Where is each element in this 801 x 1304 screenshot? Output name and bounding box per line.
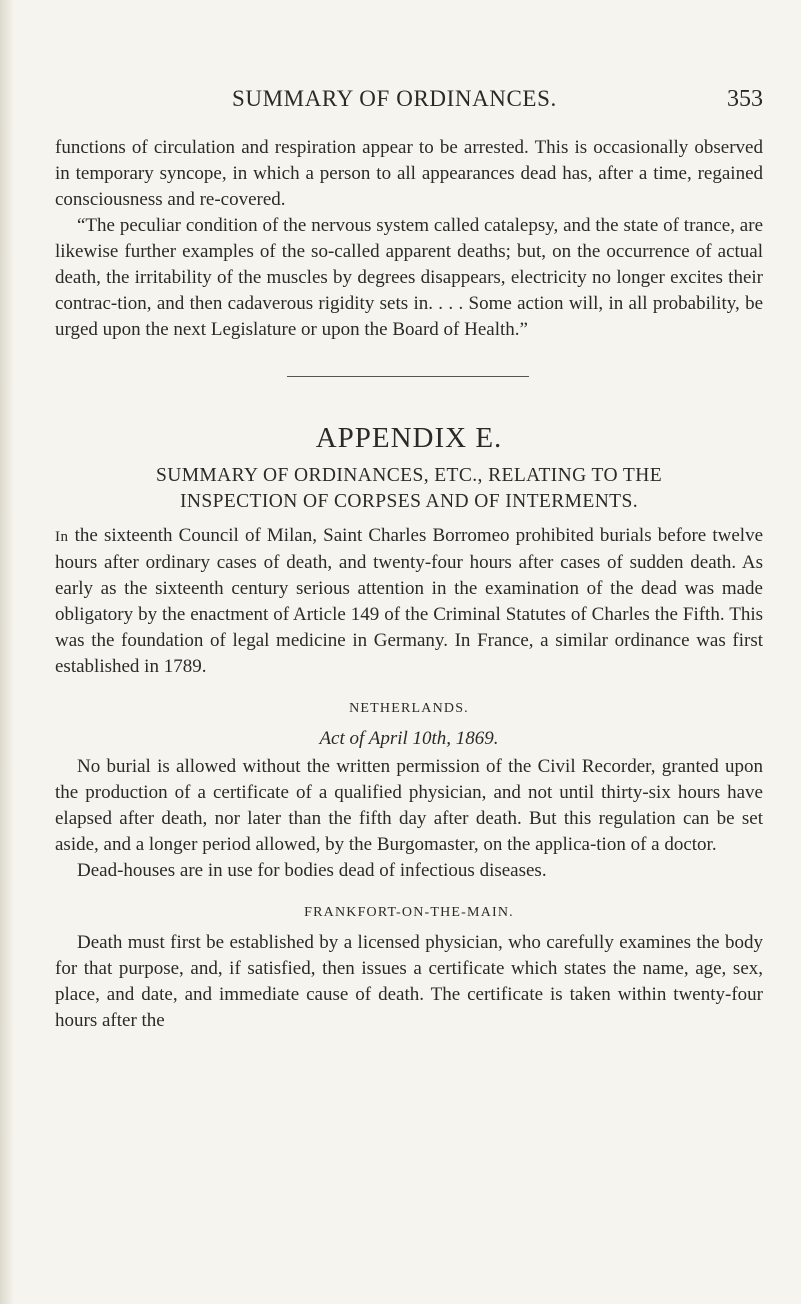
quoted-paragraph: “The peculiar condition of the nervous system called catalepsy, and the state of trance, are likewise further examples of the so-called apparent deaths; but, on the occurrence of actual death, the irritability of the muscles by degrees disappears, electricity no longer excites their contrac-tion, and then cadaverous rigidity sets in. . . . Some action will, in all probability, be urged upon the next Legislature or upon the Board of Health.” (55, 215, 763, 340)
netherlands-heading: NETHERLANDS. (349, 701, 469, 716)
intro-small-caps-word: In (55, 529, 69, 545)
section-divider (55, 343, 763, 399)
intro-paragraph (55, 523, 763, 680)
appendix-subtitle-line-2: INSPECTION OF CORPSES AND OF INTERMENTS. (179, 491, 639, 512)
page-body (55, 135, 763, 1034)
running-title: SUMMARY OF ORDINANCES. (232, 86, 557, 111)
appendix-title: APPENDIX E. (315, 422, 503, 454)
appendix-subtitle-line-1: SUMMARY OF ORDINANCES, ETC., RELATING TO THE (155, 465, 663, 486)
intro-text: the sixteenth Council of Milan, Saint Charles Borromeo prohibited burials before twelve hours after ordinary cases of death, and twenty-four hours after cases of sudden death. As early as the sixteenth century serious attention in the examination of the dead was made obligatory by the enactment of Article 149 of the Criminal Statutes of Charles the Fifth. This was the foundation of legal medicine in Germany. In France, a similar ordinance was first established in 1789. (55, 525, 763, 677)
netherlands-paragraph-1: No burial is allowed without the written permission of the Civil Recorder, granted upon the production of a certificate of a qualified physician, and not until thirty-six hours have elapsed after death, nor later than the fifth day after death. But this regulation can be set aside, and a longer period allowed, by the Burgomaster, on the applica-tion of a doctor. (55, 756, 763, 855)
frankfort-heading: FRANKFORT-ON-THE-MAIN. (304, 905, 514, 920)
netherlands-act-title: Act of April 10th, 1869. (319, 728, 499, 749)
page-gutter-shadow (0, 0, 14, 1304)
divider-rule (287, 376, 529, 377)
continuation-paragraph: functions of circulation and respiration appear to be arrested. This is occasionally observed in temporary syncope, in which a person to all appearances dead has, after a time, regained consciousness and re-covered. (55, 137, 763, 210)
page-number: 353 (727, 86, 763, 112)
frankfort-paragraph: Death must first be established by a licensed physician, who carefully examines the body for that purpose, and, if satisfied, then issues a certificate which states the name, age, sex, place, and date, and immediate cause of death. The certificate is taken within twenty-four hours after the (55, 932, 763, 1031)
running-head (55, 86, 763, 120)
appendix-subtitle (55, 463, 763, 515)
netherlands-paragraph-2: Dead-houses are in use for bodies dead of infectious diseases. (77, 860, 547, 881)
